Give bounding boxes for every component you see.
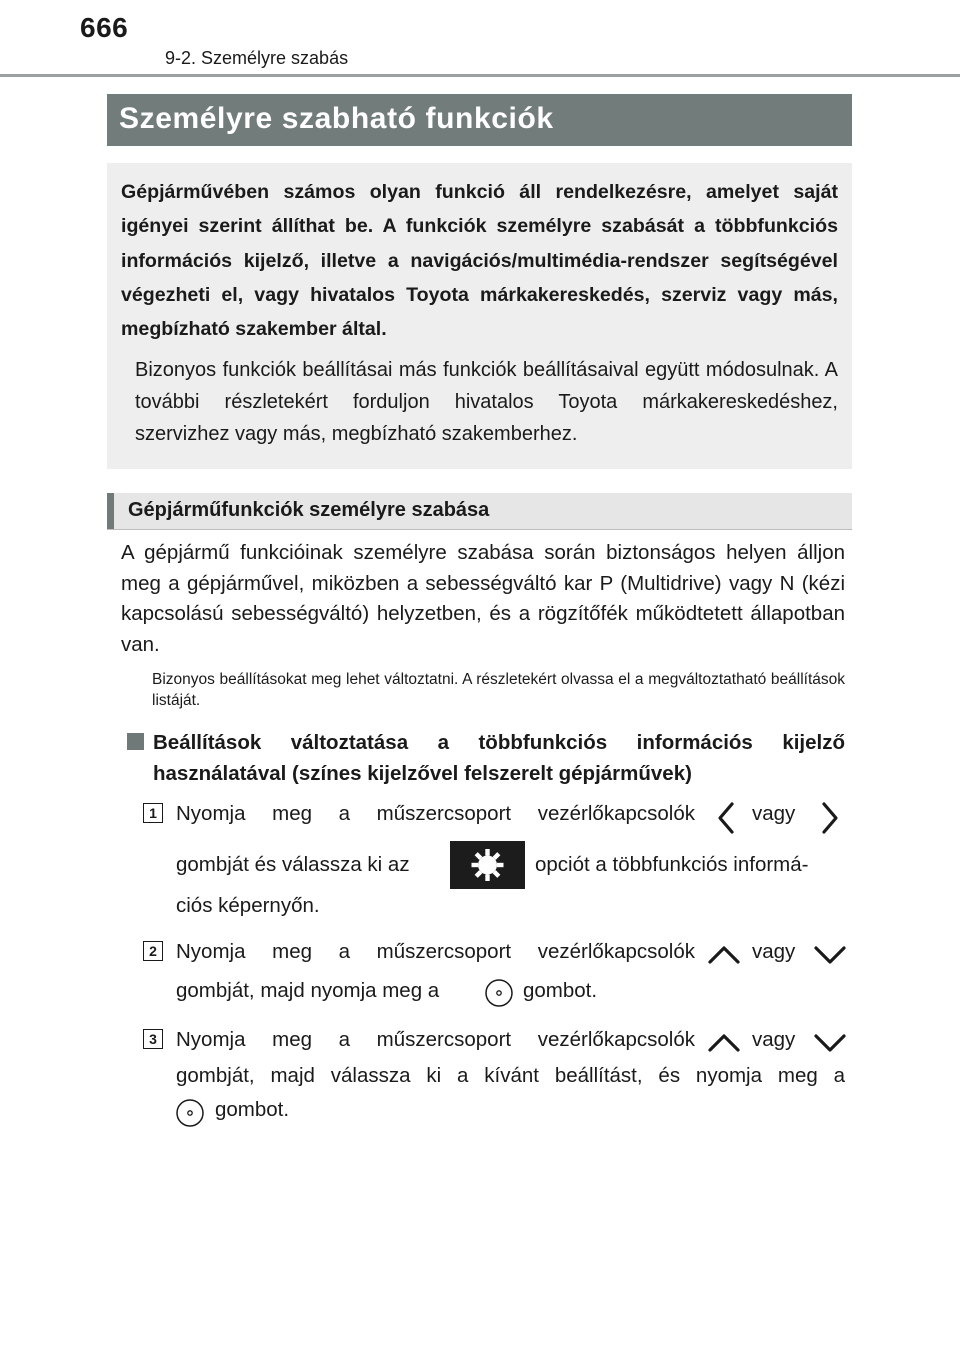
step-1-line-3: ciós képernyőn. [176, 894, 320, 917]
step-1-or: vagy [752, 802, 796, 825]
page-number: 666 [80, 12, 129, 43]
step-1-line-2-start: gombját és válassza ki az [176, 853, 410, 876]
step-number-3: 3 [143, 1029, 163, 1049]
ok-button-icon [483, 977, 515, 1009]
intro-note-text: Bizonyos funkciók beállításai más funkciók beállításaival együtt módosulnak. A további részletekért forduljon hivatalos Toyota márkakereskedéshez, szervizhez vagy más, megbízható szakemberhez. [135, 359, 838, 446]
chevron-down-icon [812, 942, 848, 968]
intro-bold-text: Gépjárművében számos olyan funkció áll rendelkezésre, amelyet saját igényei szerint állíthat be. A funkciók személyre szabását a többfunkciós információs kijelző, illetve a navigációs/multimédia-rendszer segítségével végezheti el, vagy hivatalos Toyota márkakereskedés, szerviz vagy más, megbízható szakember által. [121, 181, 838, 341]
step-3-line-3-end: gombot. [215, 1098, 290, 1121]
step-3-line-1: Nyomja meg a műszercsoport vezérlőkapcsolók [176, 1028, 695, 1051]
chevron-up-icon [706, 942, 742, 968]
step-3-or: vagy [752, 1028, 796, 1051]
ok-button-icon [174, 1097, 206, 1129]
setting-heading-text: Beállítások változtatása a többfunkciós információs kijelző használatával (színes kijelzővel felszerelt gépjárművek) [153, 731, 845, 785]
chevron-right-icon [816, 800, 842, 836]
step-number-2: 2 [143, 941, 163, 961]
chevron-up-icon [706, 1030, 742, 1056]
step-2-line-1: Nyomja meg a műszercsoport vezérlőkapcsolók [176, 940, 695, 963]
section-header: 9-2. Személyre szabás [165, 48, 349, 68]
step-2-or: vagy [752, 940, 796, 963]
square-bullet-icon [127, 733, 144, 750]
page-title: Személyre szabható funkciók [107, 94, 852, 146]
subheading-divider [107, 529, 852, 530]
settings-gear-icon [450, 841, 525, 889]
small-note: Bizonyos beállításokat meg lehet változtatni. A részletekért olvassa el a megváltoztatható beállítások listáját. [152, 671, 845, 709]
step-3-line-2: gombját, majd válassza ki a kívánt beállítást, és nyomja meg a [176, 1064, 845, 1087]
chevron-down-icon [812, 1030, 848, 1056]
main-paragraph: A gépjármű funkcióinak személyre szabása során biztonságos helyen álljon meg a gépjárművel, miközben a sebességváltó kar P (Multidrive) vagy N (kézi kapcsolású sebességváltó) helyzetben, és a rögzítőfék működtetett állapotban van. [121, 541, 845, 656]
setting-heading [121, 727, 845, 789]
step-1-line-2-end: opciót a többfunkciós informá- [535, 853, 809, 876]
header-divider [0, 74, 960, 77]
step-1-line-1: Nyomja meg a műszercsoport vezérlőkapcsolók [176, 802, 695, 825]
step-number-1: 1 [143, 803, 163, 823]
step-2-line-2-start: gombját, majd nyomja meg a [176, 979, 440, 1002]
chevron-left-icon [714, 800, 740, 836]
intro-box [107, 163, 852, 469]
step-2-line-2-end: gombot. [523, 979, 598, 1002]
subheading: Gépjárműfunkciók személyre szabása [107, 493, 852, 530]
